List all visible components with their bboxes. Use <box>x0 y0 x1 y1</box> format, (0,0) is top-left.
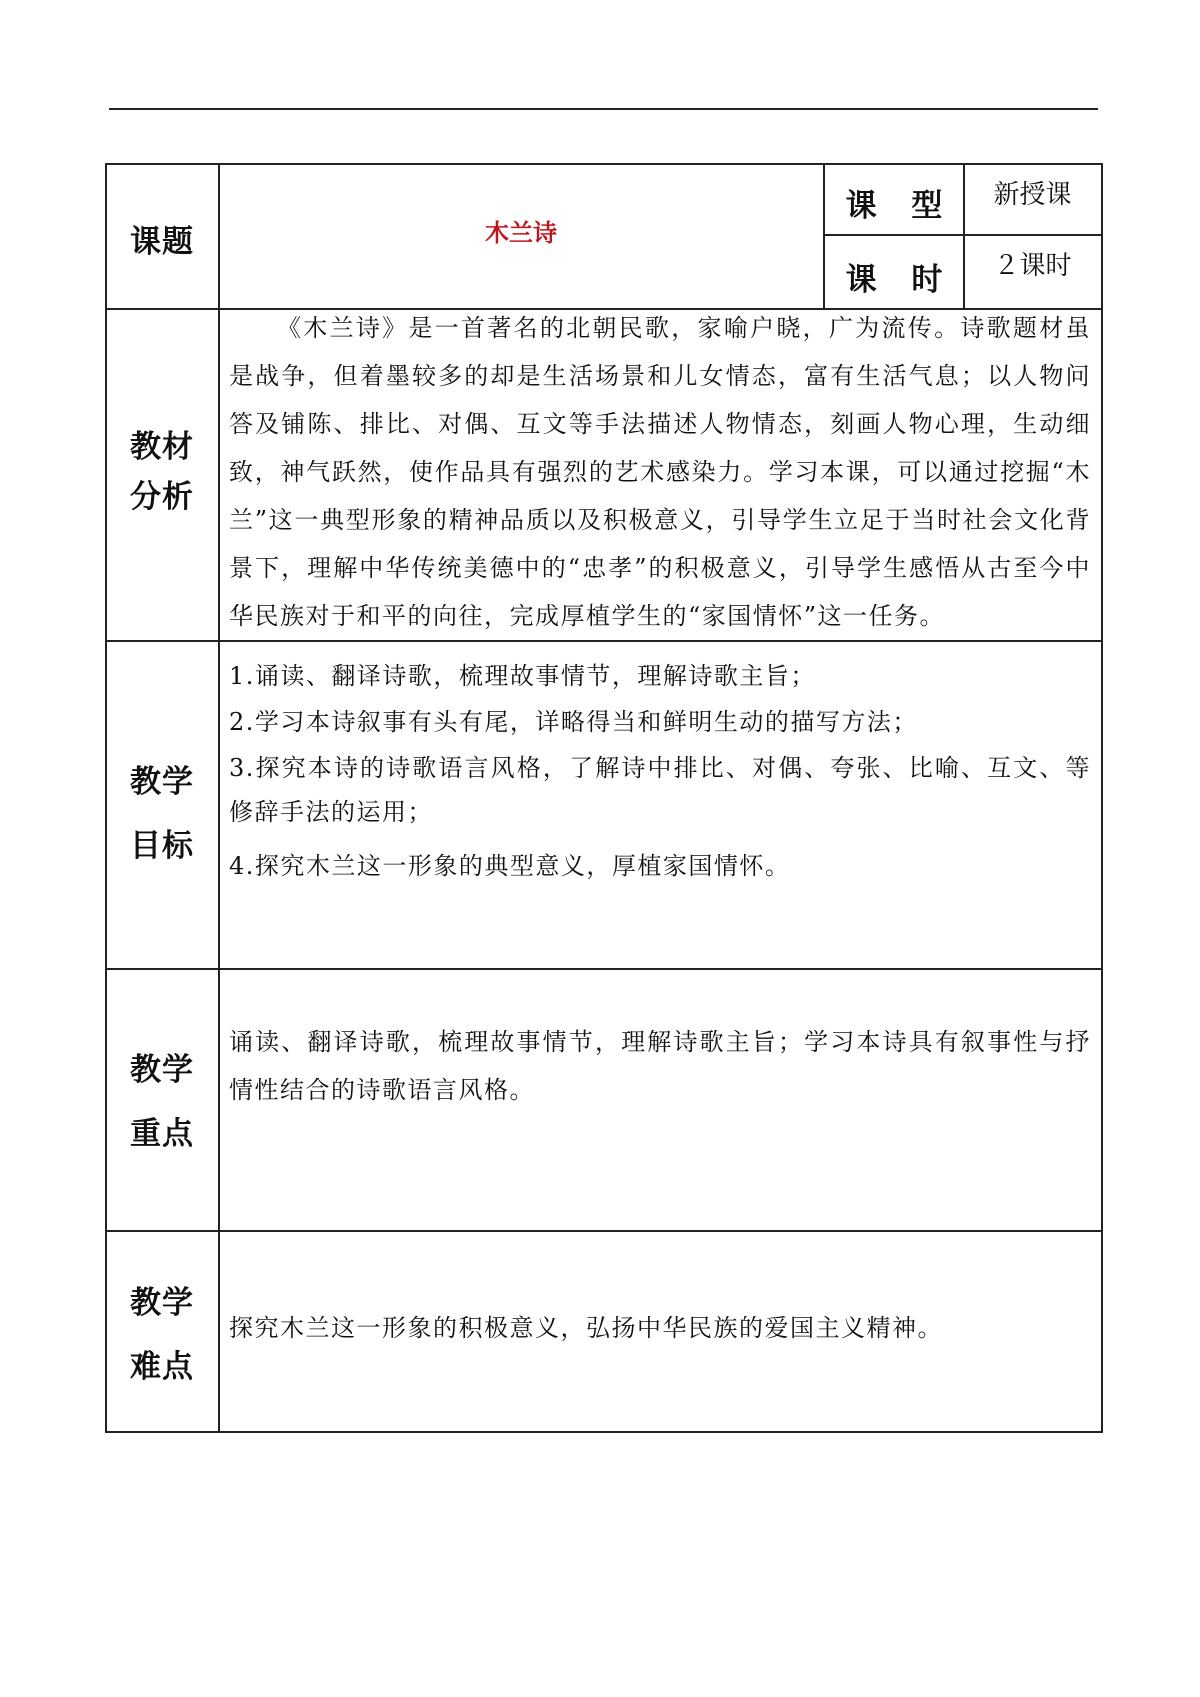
key-points-text: 诵读、翻译诗歌，梳理故事情节，理解诗歌主旨；学习本诗具有叙事性与抒情性结合的诗歌语言风格。 <box>229 1028 1091 1104</box>
lesson-hours-value: ２课时 <box>993 251 1072 281</box>
title-label: 课题 <box>130 224 194 260</box>
objective-item: 1.诵读、翻译诗歌，梳理故事情节，理解诗歌主旨； <box>229 662 816 690</box>
objective-item: 3.探究本诗的诗歌语言风格，了解诗中排比、对偶、夸张、比喻、互文、等修辞手法的运用； <box>229 754 1091 826</box>
objective-item: 2.学习本诗叙事有头有尾，详略得当和鲜明生动的描写方法； <box>229 708 918 736</box>
key-points-label: 教学 重点 <box>130 1052 194 1152</box>
objective-item: 4.探究木兰这一形象的典型意义，厚植家国情怀。 <box>229 852 791 880</box>
difficulties-text: 探究木兰这一形象的积极意义，弘扬中华民族的爱国主义精神。 <box>229 1314 943 1342</box>
lesson-hours-label: 课 时 <box>845 262 955 298</box>
difficulties-label: 教学 难点 <box>130 1285 194 1385</box>
objectives-label: 教学 目标 <box>130 764 194 864</box>
analysis-label: 教材 分析 <box>130 429 194 515</box>
lesson-title: 木兰诗 <box>485 219 557 247</box>
objectives-list <box>229 654 1091 888</box>
lesson-type-value: 新授课 <box>993 180 1072 210</box>
lesson-type-label: 课 型 <box>845 188 955 224</box>
analysis-text: 《木兰诗》是一首著名的北朝民歌，家喻户晓，广为流传。诗歌题材虽是战争，但着墨较多的却是生活场景和儿女情态，富有生活气息；以人物问答及铺陈、排比、对偶、互文等手法描述人物情态，刻画人物心理，生动细致，神气跃然，使作品具有强烈的艺术感染力。学习本课，可以通过挖掘“木兰”这一典型形象的精神品质以及积极意义，引导学生立足于当时社会文化背景下，理解中华传统美德中的“忠孝”的积极意义，引导学生感悟从古至今中华民族对于和平的向往，完成厚植学生的“家国情怀”这一任务。 <box>229 314 1091 630</box>
